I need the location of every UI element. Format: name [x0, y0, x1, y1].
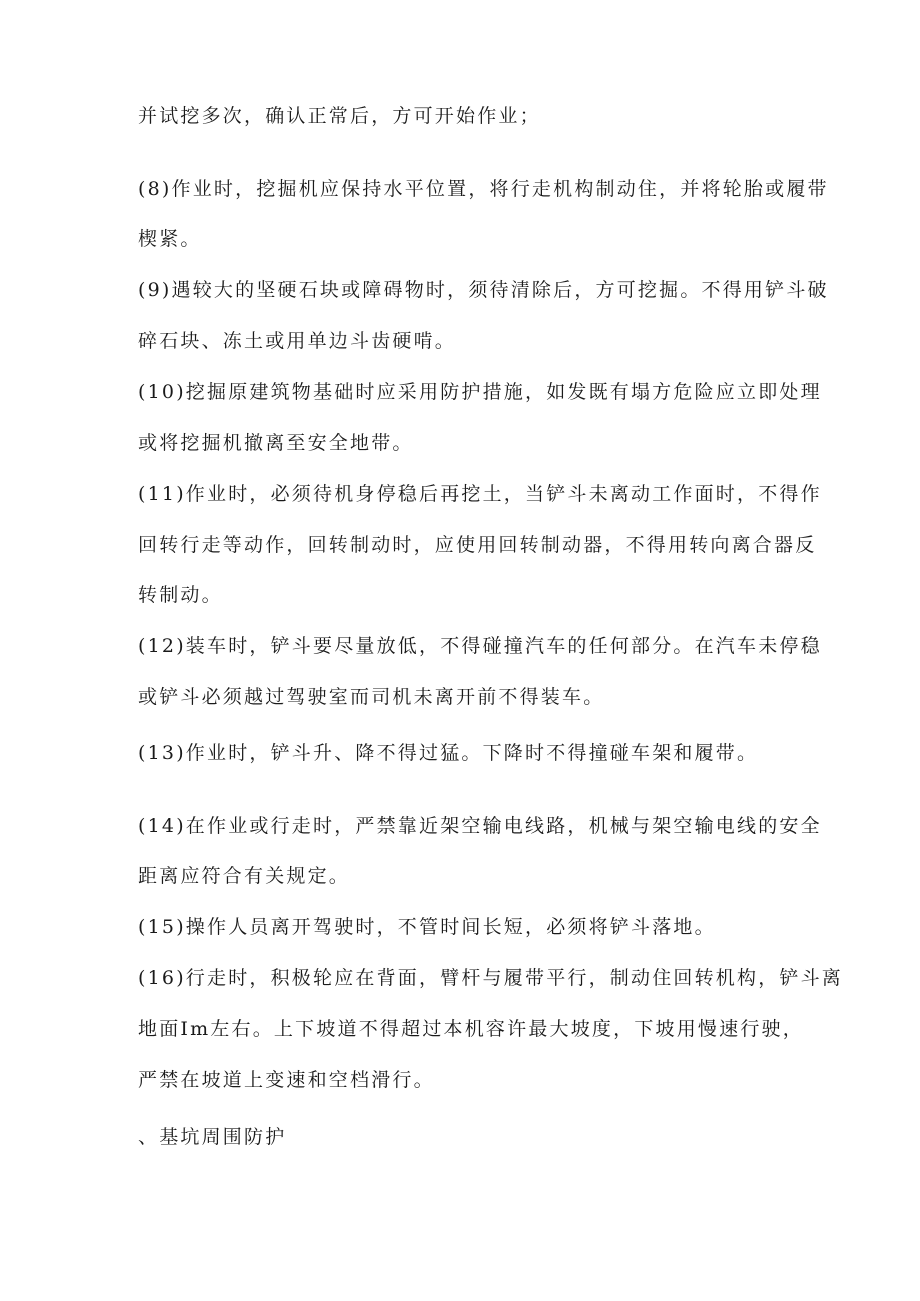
text-line-12: 或铲斗必须越过驾驶室而司机未离开前不得装车。 [138, 686, 605, 708]
section-heading: 、基坑周围防护 [138, 1126, 287, 1148]
text-line-14: (14)在作业或行走时，严禁靠近架空输电线路，机械与架空输电线的安全 [138, 815, 822, 837]
text-line-5: 碎石块、冻土或用单边斗齿硬啃。 [138, 330, 457, 352]
text-line-8: (11)作业时，必须待机身停稳后再挖土，当铲斗未离动工作面时，不得作 [138, 483, 822, 505]
text-line-4: (9)遇较大的坚硬石块或障碍物时，须待清除后，方可挖掘。不得用铲斗破 [138, 279, 829, 301]
text-line-10: 转制动。 [138, 584, 223, 606]
text-line-9: 回转行走等动作，回转制动时，应使用回转制动器，不得用转向离合器反 [138, 534, 817, 556]
text-line-3: 楔紧。 [138, 228, 202, 250]
text-line-13: (13)作业时，铲斗升、降不得过猛。下降时不得撞碰车架和履带。 [138, 742, 759, 764]
text-line-19: 严禁在坡道上变速和空档滑行。 [138, 1069, 435, 1091]
text-line-7: 或将挖掘机撤离至安全地带。 [138, 432, 414, 454]
text-line-15: 距离应符合有关规定。 [138, 865, 351, 887]
text-line-18: 地面Im左右。上下坡道不得超过本机容许最大坡度，下坡用慢速行驶， [138, 1018, 804, 1040]
text-line-2: (8)作业时，挖掘机应保持水平位置，将行走机构制动住，并将轮胎或履带 [138, 178, 829, 200]
text-line-1: 并试挖多次，确认正常后，方可开始作业； [138, 105, 541, 127]
text-line-11: (12)装车时，铲斗要尽量放低，不得碰撞汽车的任何部分。在汽车未停稳 [138, 635, 822, 657]
text-line-6: (10)挖掘原建筑物基础时应采用防护措施，如发既有塌方危险应立即处理 [138, 381, 822, 403]
text-line-17: (16)行走时，积极轮应在背面，臂杆与履带平行，制动住回转机构，铲斗离 [138, 967, 844, 989]
text-line-16: (15)操作人员离开驾驶时，不管时间长短，必须将铲斗落地。 [138, 916, 716, 938]
